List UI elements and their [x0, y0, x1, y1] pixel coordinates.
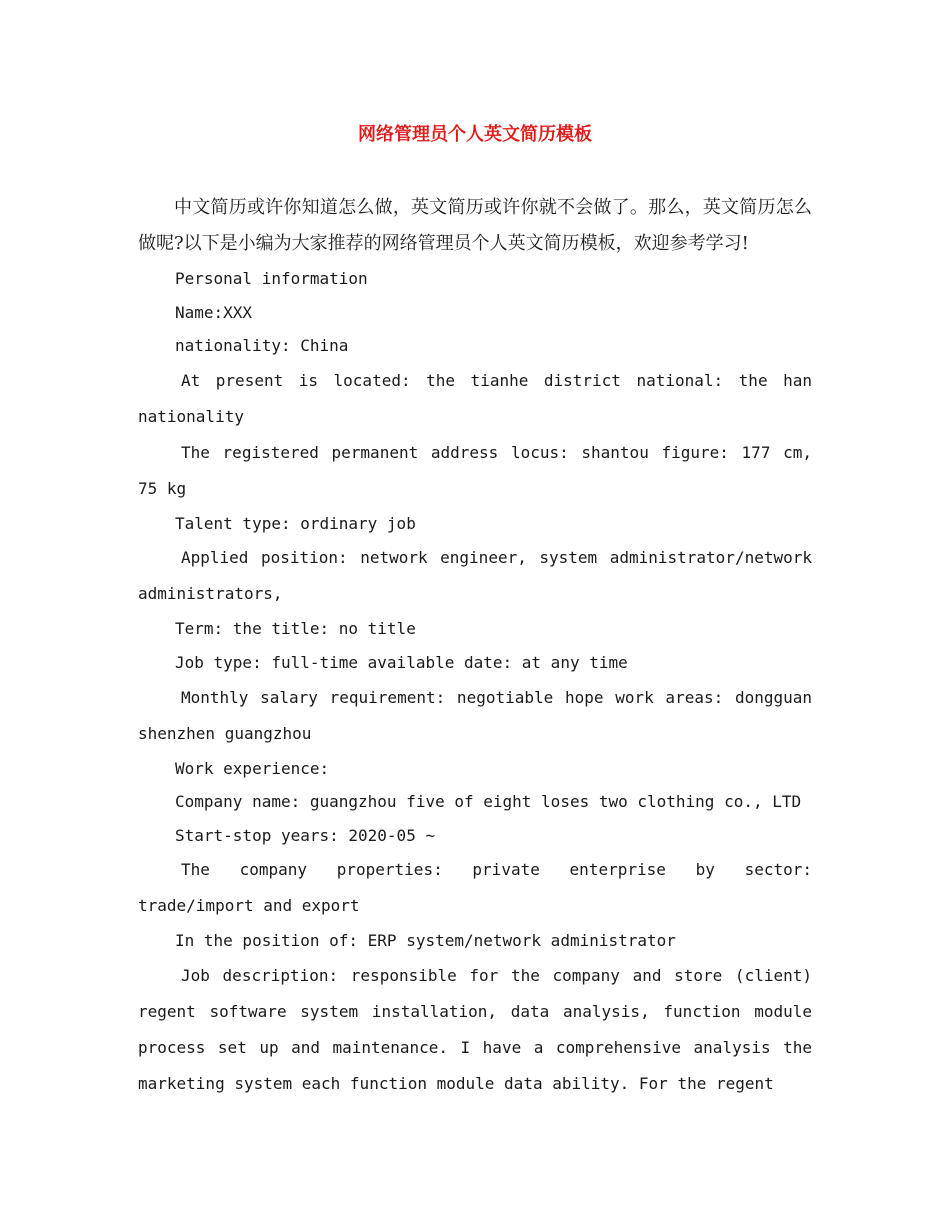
- document-title: 网络管理员个人英文简历模板: [358, 124, 592, 145]
- intro-paragraph: 中文简历或许你知道怎么做，英文简历或许你就不会做了。那么，英文简历怎么做呢?以下是小编为大家推荐的网络管理员个人英文简历模板，欢迎参考学习!: [138, 197, 812, 254]
- company-properties-line: The company properties: private enterprise by sector: trade/import and export: [138, 860, 812, 916]
- job-description-paragraph: Job description: responsible for the company and store (client) regent software system installation, data analysis, function module process set up and maintenance. I have a comprehensive analysis the marketing system each function module data ability. For the regent: [138, 965, 812, 1093]
- applied-position-line: Applied position: network engineer, system administrator/network administrators,: [138, 548, 812, 604]
- term-title-line: Term: the title: no title: [175, 619, 416, 639]
- company-name-line: Company name: guangzhou five of eight loses two clothing co., LTD: [175, 792, 802, 812]
- nationality-line: nationality: China: [175, 336, 349, 356]
- work-experience-heading: Work experience:: [175, 758, 330, 778]
- location-line: At present is located: the tianhe district national: the han nationality: [138, 370, 812, 426]
- document-body: [138, 190, 812, 1102]
- address-figure-line: The registered permanent address locus: shantou figure: 177 cm, 75 kg: [138, 442, 812, 498]
- talent-type-line: Talent type: ordinary job: [175, 513, 416, 533]
- personal-info-heading: Personal information: [175, 269, 368, 288]
- salary-areas-line: Monthly salary requirement: negotiable hope work areas: dongguan shenzhen guangzhou: [138, 687, 812, 743]
- job-type-line: Job type: full-time available date: at any time: [175, 652, 628, 672]
- start-stop-years-line: Start-stop years: 2020-05 ~: [175, 825, 436, 845]
- position-line: In the position of: ERP system/network administrator: [175, 931, 676, 951]
- name-line: Name:XXX: [175, 302, 253, 322]
